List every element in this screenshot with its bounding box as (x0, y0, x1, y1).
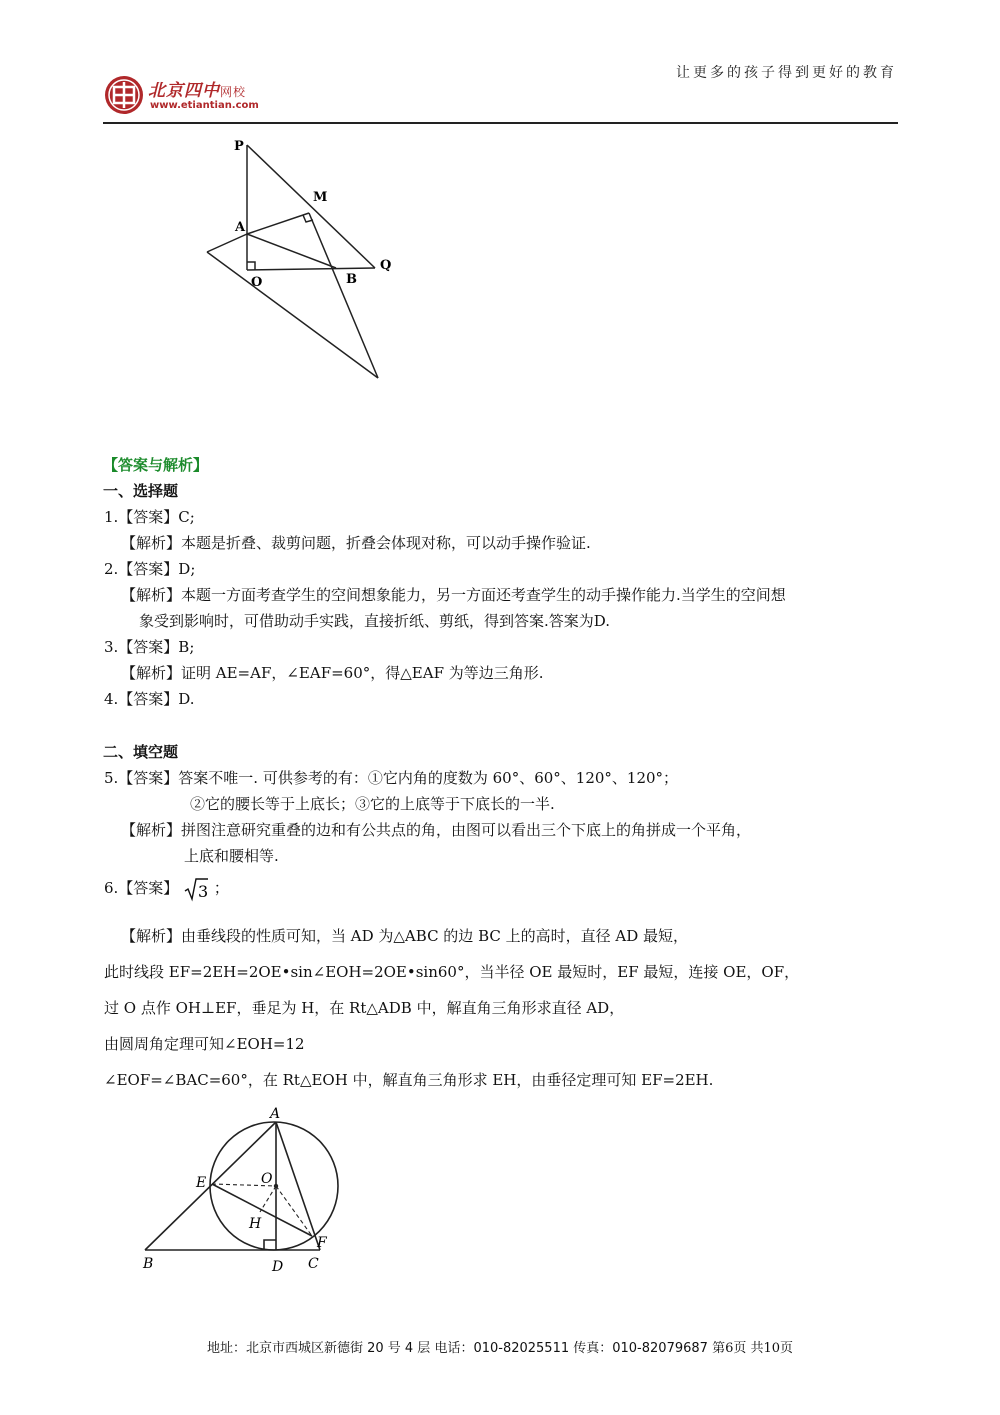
center-point-o (274, 1184, 278, 1188)
q1-answer: 1.【答案】C; (104, 508, 195, 526)
label-m: M (313, 190, 328, 205)
school-logo (103, 74, 303, 116)
geometry-figure-pmaqob (195, 130, 410, 390)
header-divider (103, 122, 898, 124)
label-b: B (346, 272, 357, 287)
section-multiple-choice-title: 一、选择题 (103, 482, 179, 500)
logo-seal-icon (103, 74, 145, 116)
q6-sqrt-value: 3 (198, 882, 209, 901)
label-f: F (317, 1235, 327, 1251)
q6-analysis-line3: 过 O 点作 OH⊥EF，垂足为 H，在 Rt△ADB 中，解直角三角形求直径 AD， (104, 999, 625, 1017)
q5-analysis-line2: 上底和腰相等. (184, 847, 279, 865)
sqrt-radical-icon (183, 876, 209, 902)
q5-answer-line1: 5.【答案】答案不唯一. 可供参考的有：①它内角的度数为 60°、60°、120°、120°； (104, 769, 679, 787)
label-o: O (251, 275, 263, 290)
label-a: A (270, 1106, 281, 1122)
label-h: H (249, 1216, 262, 1232)
right-angle-o (247, 262, 255, 270)
segment-ac (276, 1122, 320, 1250)
q6-analysis-line2: 此时线段 EF=2EH=2OE•sin∠EOH=2OE•sin60°，当半径 OE 最短时，EF 最短，连接 OE，OF， (104, 963, 800, 981)
footer-address: 地址：北京市西城区新德街 20 号 4 层 电话：010-82025511 传真：010-82079687 (206, 1341, 708, 1356)
header-slogan: 让更多的孩子得到更好的教育 (676, 65, 897, 81)
dashed-oh (260, 1186, 276, 1212)
q2-answer: 2.【答案】D; (104, 560, 196, 578)
segment-am (247, 213, 309, 234)
q6-analysis-line4: 由圆周角定理可知∠EOH=12 (104, 1035, 305, 1053)
label-q: Q (380, 258, 392, 273)
segment-ab (247, 234, 336, 268)
geometry-figure-circle-triangle (135, 1100, 365, 1280)
q6-sqrt-expression (183, 876, 209, 902)
segment-ef (212, 1184, 312, 1236)
q6-analysis-line1: 【解析】由垂线段的性质可知，当 AD 为△ABC 的边 BC 上的高时，直径 AD 最短， (121, 927, 689, 945)
q5-answer-line2: ②它的腰长等于上底长；③它的上底等于下底长的一半. (190, 795, 555, 813)
q2-analysis-line2: 象受到影响时，可借助动手实践，直接折纸、剪纸，得到答案.答案为D. (139, 612, 611, 630)
right-angle-d (264, 1240, 276, 1250)
segment-left-a (207, 234, 247, 252)
q4-answer: 4.【答案】D. (104, 690, 195, 708)
q3-analysis: 【解析】证明 AE=AF，∠EAF=60°，得△EAF 为等边三角形. (121, 664, 544, 682)
label-d: D (272, 1259, 284, 1275)
q5-analysis-line1: 【解析】拼图注意研究重叠的边和有公共点的角，由图可以看出三个下底上的角拼成一个平角， (121, 821, 752, 839)
section-fill-blank-title: 二、填空题 (103, 743, 179, 761)
page-footer (0, 1337, 1000, 1356)
logo-text: 北京四中网校 (148, 81, 247, 101)
answers-heading: 【答案与解析】 (103, 456, 209, 474)
logo-url: www.etiantian.com (150, 100, 259, 111)
label-e: E (196, 1175, 207, 1191)
segment-pq (247, 145, 375, 268)
label-p: P (234, 139, 244, 154)
q6-answer (104, 876, 229, 902)
segment-oq (247, 268, 375, 270)
q2-analysis-line1: 【解析】本题一方面考查学生的空间想象能力，另一方面还考查学生的动手操作能力.当学生的空间想 (121, 586, 786, 604)
q1-analysis: 【解析】本题是折叠、裁剪问题，折叠会体现对称，可以动手操作验证. (121, 534, 591, 552)
q3-answer: 3.【答案】B; (104, 638, 195, 656)
label-a: A (235, 220, 246, 235)
q6-answer-prefix: 6.【答案】 (104, 879, 179, 897)
q6-answer-suffix: ； (213, 879, 229, 897)
footer-page-number: 第6页 共10页 (712, 1341, 794, 1356)
label-c: C (308, 1256, 319, 1272)
label-b: B (143, 1256, 154, 1272)
q6-analysis-line5: ∠EOF=∠BAC=60°，在 Rt△EOH 中，解直角三角形求 EH，由垂径定理可知 EF=2EH. (104, 1071, 714, 1089)
label-o: O (261, 1171, 273, 1187)
